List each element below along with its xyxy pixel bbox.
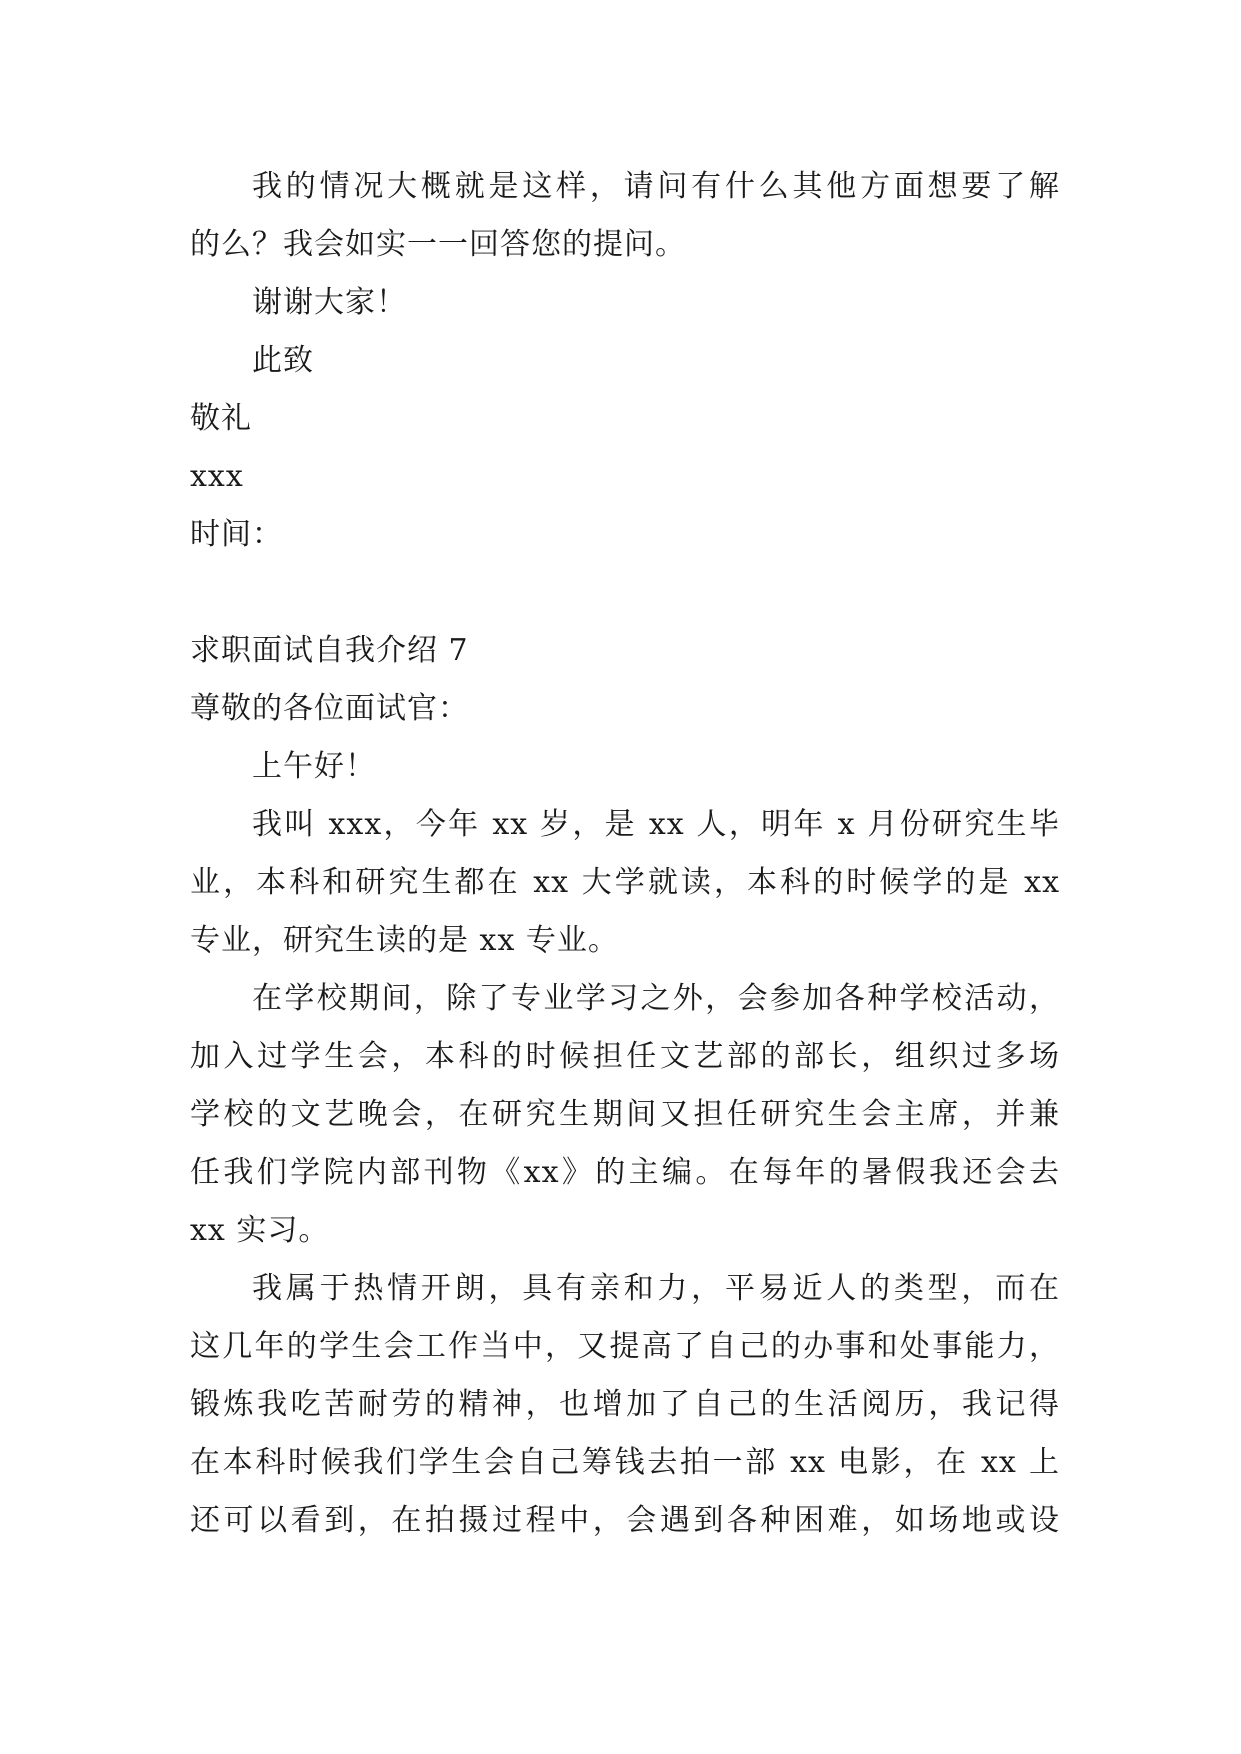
paragraph-line: 业，本科和研究生都在 xx 大学就读，本科的时候学的是 xx (190, 865, 1060, 900)
paragraph-line: 我属于热情开朗，具有亲和力，平易近人的类型，而在 (252, 1271, 1060, 1306)
paragraph-line: 的么？我会如实一一回答您的提问。 (190, 227, 686, 262)
paragraph-line: 加入过学生会，本科的时候担任文艺部的部长，组织过多场 (190, 1039, 1060, 1074)
document-page (190, 158, 1060, 1550)
paragraph-line: 还可以看到，在拍摄过程中，会遇到各种困难，如场地或设 (190, 1503, 1060, 1538)
greeting-line: 尊敬的各位面试官： (190, 691, 469, 726)
paragraph-line: 锻炼我吃苦耐劳的精神，也增加了自己的生活阅历，我记得 (190, 1387, 1060, 1422)
paragraph-line: 这几年的学生会工作当中，又提高了自己的办事和处事能力， (190, 1329, 1060, 1364)
paragraph-line: xx 实习。 (190, 1213, 330, 1248)
blank-line (190, 564, 1060, 622)
time-label: 时间： (190, 517, 283, 552)
thanks-line: 谢谢大家！ (252, 285, 407, 320)
paragraph-line: 我的情况大概就是这样，请问有什么其他方面想要了解 (252, 169, 1060, 204)
salute-line: 敬礼 (190, 401, 252, 436)
paragraph-line: 在本科时候我们学生会自己筹钱去拍一部 xx 电影，在 xx 上 (190, 1445, 1060, 1480)
closing-line: 此致 (252, 343, 314, 378)
paragraph-line: 我叫 xxx，今年 xx 岁，是 xx 人，明年 x 月份研究生毕 (252, 807, 1060, 842)
hello-line: 上午好！ (252, 749, 376, 784)
paragraph-line: 学校的文艺晚会，在研究生期间又担任研究生会主席，并兼 (190, 1097, 1060, 1132)
paragraph-line: 任我们学院内部刊物《xx》的主编。在每年的暑假我还会去 (190, 1155, 1060, 1190)
signature-line: xxx (190, 459, 244, 494)
section-title: 求职面试自我介绍 7 (190, 633, 469, 668)
paragraph-line: 在学校期间，除了专业学习之外，会参加各种学校活动， (252, 981, 1060, 1016)
paragraph-line: 专业，研究生读的是 xx 专业。 (190, 923, 619, 958)
